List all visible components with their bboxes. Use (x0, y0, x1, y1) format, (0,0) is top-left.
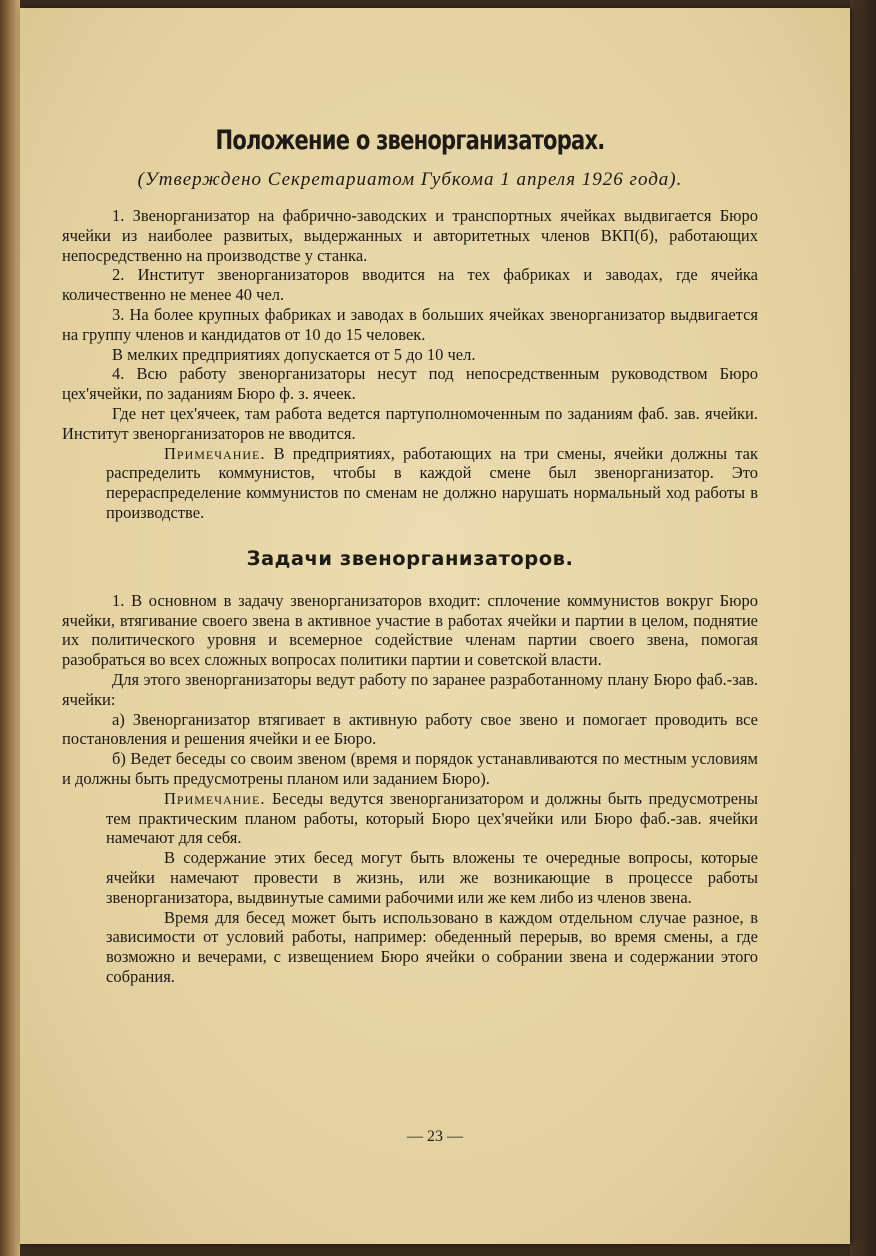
paragraph: 2. Институт звенорганизаторов вводится на тех фабриках и заводах, где ячейка количественно не менее 40 чел. (62, 265, 758, 305)
note-paragraph (106, 444, 758, 523)
note-label: Примечание. (164, 788, 266, 808)
page-subtitle: (Утверждено Секретариатом Губкома 1 апреля 1926 года). (137, 169, 683, 190)
note-paragraph (106, 789, 758, 848)
note-paragraph: В содержание этих бесед могут быть вложены те очередные вопросы, которые ячейки намечают провести в жизнь, или же возникающие в процессе работы звенорганизатора, выдвинутые самими рабочими или же кем либо из членов звена. (106, 848, 758, 907)
note-text: В предприятиях, работающих на три смены, ячейки должны так распределить коммунистов, чтобы в каждой смене был звенорганизатор. Это перераспределение коммунистов по сменам не должно нарушать нормальный ход работы в производстве. (106, 443, 759, 522)
page-title: Положение о звенорганизаторах. (215, 125, 605, 156)
paragraph: 4. Всю работу звенорганизаторы несут под непосредственным руководством Бюро цех'ячейки, по заданиям Бюро ф. з. ячеек. (62, 364, 758, 404)
paragraph: 3. На более крупных фабриках и заводах в больших ячейках звенорганизатор выдвигается на группу членов и кандидатов от 10 до 15 человек. (62, 304, 758, 344)
paragraph: Для этого звенорганизаторы ведут работу по заранее разработанному плану Бюро фаб.-зав. ячейки: (62, 669, 758, 709)
book-spine (0, 0, 20, 1256)
note-paragraph: Время для бесед может быть использовано в каждом отдельном случае разное, в зависимости от условий работы, например: обеденный перерыв, во время смены, а где возможно и вечерами, с извещением Бюро ячейки о собрании звена и содержании этого собрания. (106, 907, 758, 986)
paragraph: а) Звенорганизатор втягивает в активную работу свое звено и помогает проводить все постановления и решения ячейки и ее Бюро. (62, 709, 758, 749)
page-edge (850, 0, 876, 1256)
paragraph: 1. В основном в задачу звенорганизаторов входит: сплочение коммунистов вокруг Бюро ячейки, втягивание своего звена в активное участие в работах ячейки и партии в целом, поднятие их политического уровня и всемерное содействие членам партии своего звена, помогая разобраться во всех сложных вопросах политики партии и советской власти. (62, 590, 758, 670)
note-text: Беседы ведутся звенорганизатором и должны быть предусмотрены тем практическим планом работы, который Бюро цех'ячейки или Бюро фаб.-зав. ячейки намечают для себя. (106, 788, 759, 848)
note-label: Примечание. (164, 443, 266, 463)
paragraph: Где нет цех'ячеек, там работа ведется партуполномоченным по заданиям фаб. зав. ячейки. Институт звенорганизаторов не вводится. (62, 403, 758, 443)
paragraph: 1. Звенорганизатор на фабрично-заводских и транспортных ячейках выдвигается Бюро ячейки из наиболее развитых, выдержанных и авторитетных членов ВКП(б), работающих непосредственно на производстве у станка. (62, 206, 758, 265)
document-page (20, 8, 850, 1244)
paragraph: б) Ведет беседы со своим звеном (время и порядок устанавливаются по местным условиям и должны быть предусмотрены планом или заданием Бюро). (62, 749, 758, 788)
page-content (62, 118, 758, 987)
paragraph: В мелких предприятиях допускается от 5 до 10 чел. (112, 344, 476, 364)
page-number: — 23 — (407, 1128, 463, 1145)
section-heading: Задачи звенорганизаторов. (246, 546, 574, 570)
